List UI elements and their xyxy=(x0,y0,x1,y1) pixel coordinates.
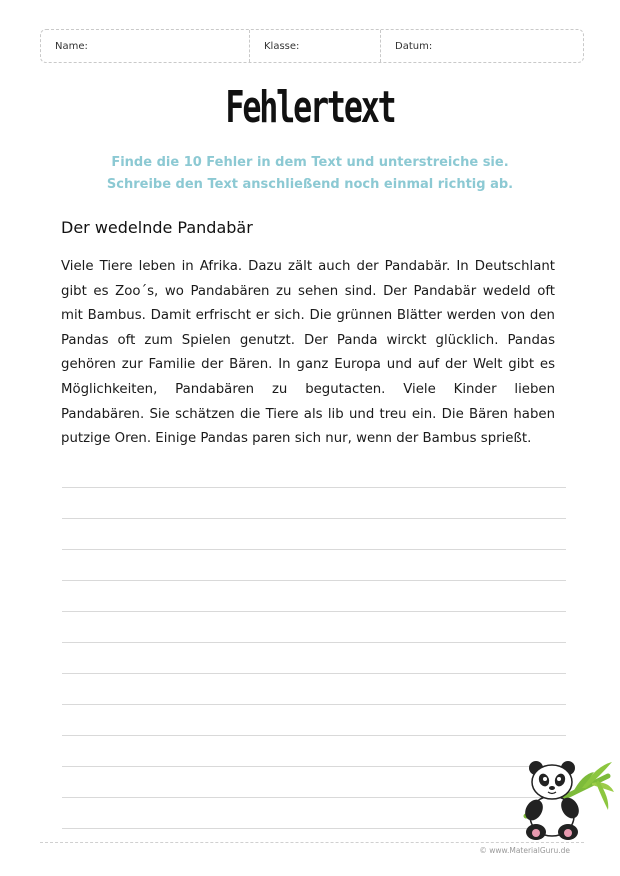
writing-line[interactable] xyxy=(62,487,566,488)
class-field[interactable] xyxy=(249,30,380,62)
instructions xyxy=(0,152,620,196)
header-fields xyxy=(40,29,584,63)
writing-line[interactable] xyxy=(62,549,566,550)
class-label: Klasse: xyxy=(264,41,300,52)
name-field[interactable] xyxy=(41,30,249,62)
writing-line[interactable] xyxy=(62,580,566,581)
writing-line[interactable] xyxy=(62,797,566,798)
writing-line[interactable] xyxy=(62,611,566,612)
date-field[interactable] xyxy=(380,30,583,62)
instruction-line-2: Schreibe den Text anschließend noch einmal richtig ab. xyxy=(106,177,514,192)
writing-line[interactable] xyxy=(62,828,566,829)
date-label: Datum: xyxy=(395,41,433,52)
writing-line[interactable] xyxy=(62,735,566,736)
bottom-divider xyxy=(40,842,584,843)
writing-line[interactable] xyxy=(62,704,566,705)
writing-line[interactable] xyxy=(62,518,566,519)
copyright-footer: © www.MaterialGuru.de xyxy=(479,846,570,855)
writing-line[interactable] xyxy=(62,642,566,643)
story-title: Der wedelnde Pandabär xyxy=(61,218,253,237)
story-text: Viele Tiere leben in Afrika. Dazu zält auch der Pandabär. In Deutschlant gibt es Zoo´s, wo Pandabären zu sehen sind. Der Pandabär wedeld oft mit Bambus. Damit erfrischt er sich. Die grünnen Blätter werden von den Pandas oft zum Spielen genutzt. Der Panda wirckt glücklich. Pandas gehören zur Familie der Bären. In ganz Europa und auf der Welt gibt es Möglichkeiten, Pandabären zu begutacten. Viele Kinder lieben Pandabären. Sie schätzen die Tiere als lib und treu ein. Die Bären haben putzige Oren. Einige Pandas paren sich nur, wenn der Bambus sprießt. xyxy=(61,259,555,447)
page-title: Fehlertext xyxy=(225,82,395,133)
name-label: Name: xyxy=(55,41,88,52)
panda-bamboo-icon xyxy=(512,758,616,842)
instruction-line-1: Finde die 10 Fehler in dem Text und unterstreiche sie. xyxy=(111,155,509,170)
writing-line[interactable] xyxy=(62,673,566,674)
writing-line[interactable] xyxy=(62,766,566,767)
